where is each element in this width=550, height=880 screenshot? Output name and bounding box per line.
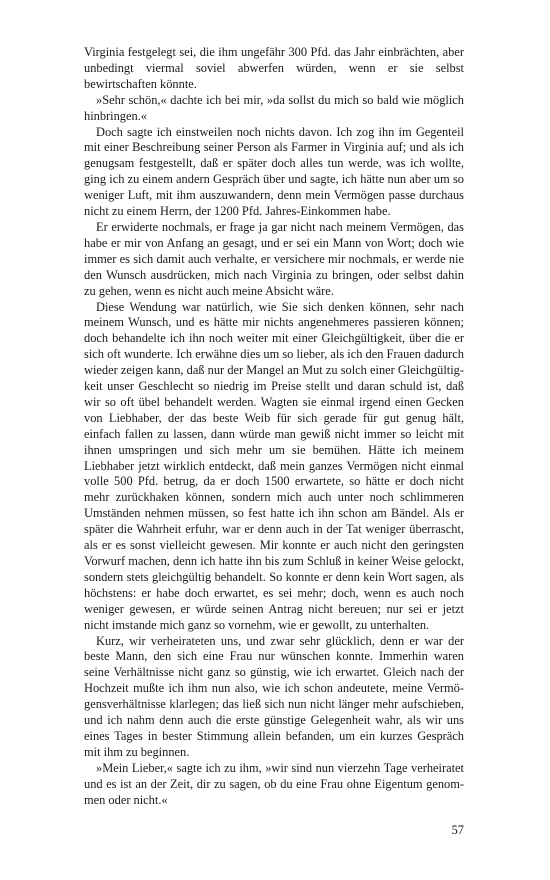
body-text <box>84 45 464 809</box>
paragraph: Er erwiderte nochmals, er frage ja gar nicht nach meinem Vermögen, das habe er mir von Anfang an gesagt, und er sei ein Mann von Wort; doch wie immer es sich damit auch verhalte, er versichere mir nochmals, er werde nie den Wunsch ausdrücken, mich nach Virginia zu bringen, oder selbst dahin zu gehen, wenn es nicht auch meine Absicht wäre. <box>84 219 464 298</box>
paragraph: »Sehr schön,« dachte ich bei mir, »da sollst du mich so bald wie möglich hinbringen.« <box>84 92 464 123</box>
page-number: 57 <box>451 823 464 837</box>
paragraph: »Mein Lieber,« sagte ich zu ihm, »wir sind nun vierzehn Tage verheiratet und es ist an der Zeit, dir zu sagen, ob du eine Frau ohne Eigentum genommen oder nicht.« <box>84 760 464 807</box>
paragraph: Doch sagte ich einstweilen noch nichts davon. Ich zog ihn im Gegenteil mit einer Beschreibung seiner Person als Farmer in Virginia auf; und als ich genugsam festgestellt, daß er später doch alles tun werde, was ich wollte, ging ich zu einem andern Gespräch über und sagte, ich hätte nun aber um so weniger Luft, mit ihm auszuwandern, denn mein Vermögen passe durchaus nicht zu einem Herrn, der 1200 Pfd. Jahres-Einkommen habe. <box>84 124 464 219</box>
paragraph: Kurz, wir verheirateten uns, und zwar sehr glücklich, denn er war der beste Mann, den sich eine Frau nur wünschen konnte. Immerhin waren seine Verhältnisse nicht ganz so günstig, wie ich erwartet. Gleich nach der Hochzeit mußte ich ihm nun also, wie ich schon andeutete, meine Vermögensverhältnisse klarlegen; das ließ sich nun nicht länger mehr aufschieben, und ich nahm denn auch die erste günstige Gelegenheit wahr, als wir uns eines Tages in bester Stimmung allein befanden, um ein kurzes Gespräch mit ihm zu beginnen. <box>84 633 464 759</box>
paragraph: Virginia festgelegt sei, die ihm ungefähr 300 Pfd. das Jahr einbrächten, aber unbedingt viermal soviel abwerfen würden, wenn er sie selbst bewirtschaften könnte. <box>84 45 464 91</box>
paragraph: Diese Wendung war natürlich, wie Sie sich denken können, sehr nach meinem Wunsch, und es hätte mir nichts angenehmeres passieren können; doch behandelte ich ihn noch weiter mit einer Gleichgültigkeit, über die er sich oft wunderte. Ich erwähne dies um so lieber, als ich den Frauen dadurch wieder zeigen kann, daß nur der Mangel an Mut zu solch einer Gleichgültigkeit unser Geschlecht so niedrig im Preise stellt und daran schuld ist, daß wir so oft übel behandelt werden. Wagten sie einmal irgend einen Gecken von Liebhaber, der das beste Weib für sich gerade für gut genug hält, einfach fallen zu lassen, dann würde man gewiß nicht immer so leicht mit ihnen umspringen und sich mehr um sie bemühen. Hätte ich meinem Liebhaber jetzt wirklich entdeckt, daß mein ganzes Vermögen nicht einmal volle 500 Pfd. betrug, da er doch 1500 erwartete, so hätte er doch nicht mehr zurückhaken können, sondern mich auch unter noch schlimmeren Umständen nehmen müssen, so fest hatte ich ihn schon am Bändel. Als er später die Wahrheit erfuhr, war er denn auch in der Tat weniger überrascht, als er es sonst vielleicht gewesen. Mir konnte er auch nicht den geringsten Vorwurf machen, denn ich hatte ihn bis zum Schluß in keiner Weise gelockt, sondern stets gleichgültig behandelt. So konnte er denn kein Wort sagen, als höchstens: er habe doch erwartet, es sei mehr; doch, wenn es auch noch weniger gewesen, er würde seinen Antrag nicht bereuen; nur sei er jetzt nicht imstande mich ganz so vornehm, wie er gewollt, zu unterhalten. <box>84 299 464 632</box>
